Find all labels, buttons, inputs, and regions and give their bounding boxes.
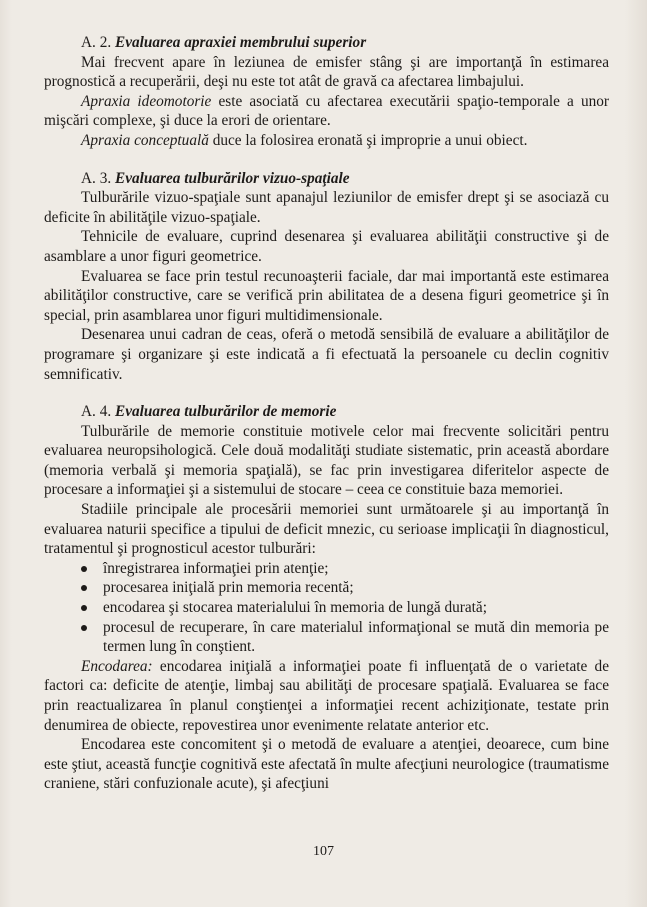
paragraph: Encodarea este concomitent şi o metodă de evaluare a atenţiei, deoarece, cum bine este ştiut, această funcţie cognitivă este afectată în multe afecţiuni neurologice (traumatisme craniene, stări confuzionale acute), şi afecţiuni bbox=[44, 736, 609, 793]
paragraph: Desenarea unui cadran de ceas, oferă o metodă sensibilă de evaluare a abilităţilor de programare şi organizare şi este indicată a fi efectuată la persoanele cu declin cognitiv semnificativ. bbox=[44, 326, 609, 383]
paragraph-text: encodarea iniţială a informaţiei poate fi influenţată de o varietate de factori ca: deficite de atenţie, limbaj sau abilităţi de procesare spaţială. Evaluarea se face prin reactualizarea în planul conştienţei a informaţiei recent achiziţionate, testate prin denumirea de obiecte, repovestirea unor evenimente relatate anterior etc. bbox=[44, 657, 609, 734]
section-a4 bbox=[44, 402, 609, 794]
paragraph-text: este asociată cu afectarea executării spaţio-temporale a unor mişcări complexe, şi duce la erori de orientare. bbox=[44, 92, 609, 130]
italic-term: Encodarea: bbox=[81, 657, 153, 675]
list-item: procesarea iniţială prin memoria recentă; bbox=[103, 578, 609, 598]
section-a2 bbox=[44, 33, 609, 151]
section-title: Evaluarea tulburărilor de memorie bbox=[115, 403, 337, 421]
section-title: Evaluarea apraxiei membrului superior bbox=[115, 34, 367, 51]
paragraph bbox=[44, 53, 609, 92]
page-number: 107 bbox=[313, 844, 334, 859]
paragraph: Tulburările de memorie constituie motivele celor mai frecvente solicitări pentru evaluarea neuropsihologică. Cele două modalităţi studiate sistematic, prin această abordare (memoria verbală şi memoria spaţială), se fac prin investigarea diferitelor aspecte de procesare a informaţiei şi a sistemului de stocare – ceea ce constituie baza memoriei. bbox=[44, 422, 609, 499]
bullet-list bbox=[44, 559, 609, 657]
paragraph: Tulburările vizuo-spaţiale sunt apanajul leziunilor de emisfer drept şi se asociază cu deficite în abilităţile vizuo-spaţiale. bbox=[44, 189, 609, 226]
section-number: A. 2. bbox=[81, 34, 112, 51]
section-title: Evaluarea tulburărilor vizuo-spaţiale bbox=[115, 169, 350, 187]
section-heading bbox=[44, 402, 609, 422]
paragraph bbox=[44, 131, 609, 151]
italic-term: Apraxia ideomotorie bbox=[81, 92, 212, 110]
paragraph bbox=[44, 657, 609, 735]
section-heading bbox=[44, 33, 609, 53]
section-number: A. 3. bbox=[81, 169, 112, 187]
paragraph: Stadiile principale ale procesării memoriei sunt următoarele şi au importanţă în evaluarea naturii specifice a tipului de deficit mnezic, cu serioase implicaţii în diagnosticul, tratamentul şi prognosticul acestor tulburări: bbox=[44, 501, 609, 558]
list-item: înregistrarea informaţiei prin atenţie; bbox=[103, 559, 609, 579]
section-number: A. 4. bbox=[81, 403, 112, 421]
italic-term: Apraxia conceptuală bbox=[81, 131, 209, 149]
list-item: procesul de recuperare, în care materialul informaţional se mută din memoria pe termen lung în conştient. bbox=[103, 618, 609, 656]
paragraph bbox=[44, 92, 609, 131]
page-content bbox=[44, 33, 609, 794]
paragraph: Evaluarea se face prin testul recunoaşterii faciale, dar mai importantă este estimarea abilităţilor constructive, care se verifică prin abilitatea de a desena figuri geometrice şi în special, prin asamblarea unor figuri multidimensionale. bbox=[44, 267, 609, 324]
paragraph-text: Mai frecvent apare în leziunea de emisfer stâng şi are importanţă în estimarea prognostică a recuperării, deşi nu este tot atât de gravă ca afectarea limbajului. bbox=[44, 53, 609, 91]
section-a3 bbox=[44, 169, 609, 385]
list-item: encodarea şi stocarea materialului în memoria de lungă durată; bbox=[103, 598, 609, 618]
paragraph: Tehnicile de evaluare, cuprind desenarea şi evaluarea abilităţii constructive şi de asamblare a unor figuri geometrice. bbox=[44, 228, 609, 265]
paragraph-text: duce la folosirea eronată şi improprie a unui obiect. bbox=[208, 131, 528, 149]
section-heading bbox=[44, 169, 609, 189]
